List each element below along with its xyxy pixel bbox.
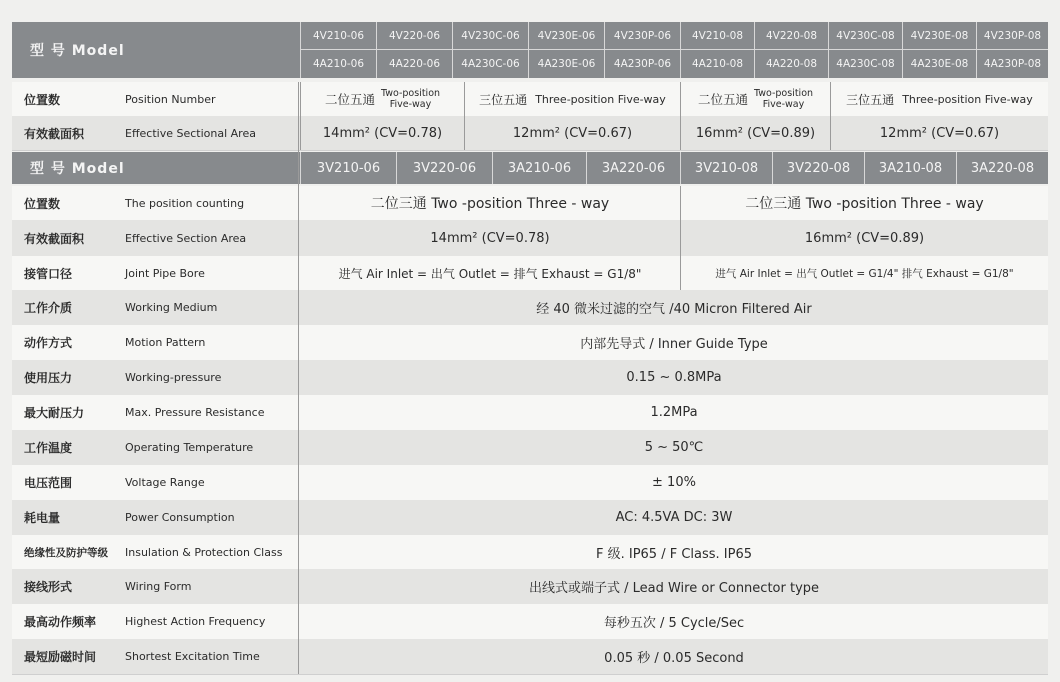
value-en-line: Two-position <box>380 88 441 99</box>
row-label-en: Position Number <box>125 92 216 106</box>
model-cell: 4A220-08 <box>754 50 828 78</box>
row-value: 1.2MPa <box>650 405 698 420</box>
spec-row-wiring-form <box>12 569 1048 605</box>
row-label-en: Insulation & Protection Class <box>125 545 283 559</box>
spec-row-operating-temperature <box>12 430 1048 466</box>
value-zh: 二位五通 <box>324 92 375 107</box>
value-en-line: Two-position <box>753 88 814 99</box>
row-label-zh: 耗电量 <box>24 511 61 525</box>
row-value <box>830 82 1048 116</box>
model-cell: 4V220-08 <box>754 22 828 50</box>
row-label-zh: 绝缘性及防护等级 <box>24 546 108 559</box>
spec-row-position-number <box>12 82 1048 117</box>
row-label-en: Wiring Form <box>125 580 192 593</box>
value-zh: 三位五通 <box>479 92 528 107</box>
row-label-zh: 接管口径 <box>24 266 73 281</box>
model-cell: 3A210-06 <box>492 152 586 184</box>
row-label-zh: 最大耐压力 <box>24 406 85 420</box>
model-cell: 4A210-06 <box>300 50 376 78</box>
model-cell: 4A230P-06 <box>604 50 680 78</box>
row-label-en: Motion Pattern <box>125 336 206 349</box>
row-label-zh: 有效截面积 <box>24 126 85 141</box>
spec-row-max-pressure <box>12 395 1048 431</box>
model-header-label: 型 号 Model <box>30 43 125 59</box>
model-cell: 4V210-08 <box>680 22 754 50</box>
model-header-label: 型 号 Model <box>30 161 125 177</box>
row-label-en: Joint Pipe Bore <box>125 266 205 280</box>
row-label-en: The position counting <box>125 196 245 210</box>
model-cell: 4V230C-06 <box>452 22 528 50</box>
spec-row-working-medium <box>12 290 1048 326</box>
row-value: 进气 Air Inlet = 出气 Outlet = 排气 Exhaust = G1/8" <box>338 266 642 281</box>
spec-row-excitation-time <box>12 639 1048 675</box>
row-label-en: Effective Sectional Area <box>125 126 256 140</box>
row-value: 14mm² (CV=0.78) <box>300 116 464 150</box>
row-label-zh: 接线形式 <box>24 580 73 594</box>
row-label-zh: 最短励磁时间 <box>24 650 97 664</box>
value-en: Three-position Five-way <box>902 92 1033 106</box>
model-cell: 3V220-08 <box>772 152 864 184</box>
model-cell: 4A220-06 <box>376 50 452 78</box>
spec-row-sectional-area <box>12 116 1048 151</box>
row-label-en: Effective Section Area <box>125 231 247 245</box>
row-label-zh: 工作温度 <box>24 441 73 455</box>
row-value: 进气 Air Inlet = 出气 Outlet = G1/4" 排气 Exhaust = G1/8" <box>680 256 1048 290</box>
model-header-1 <box>12 22 1048 78</box>
value-en-line: Five-way <box>389 99 432 110</box>
model-cell: 3V220-06 <box>396 152 492 184</box>
row-value: 12mm² (CV=0.67) <box>830 116 1048 150</box>
row-value: 内部先导式 / Inner Guide Type <box>580 337 768 352</box>
row-value: 5 ~ 50℃ <box>644 440 704 455</box>
row-value <box>300 82 464 116</box>
row-value: F 级. IP65 / F Class. IP65 <box>595 546 753 562</box>
row-value: 16mm² (CV=0.89) <box>680 220 1048 256</box>
column-divider <box>298 82 299 674</box>
spec-row-pipe-bore <box>12 256 1048 291</box>
row-label-zh: 工作介质 <box>24 301 73 315</box>
row-label-zh: 位置数 <box>24 92 61 107</box>
value-zh: 二位五通 <box>697 92 748 107</box>
value-en <box>381 88 440 110</box>
row-label-en: Power Consumption <box>125 511 235 524</box>
value-zh: 三位五通 <box>846 92 895 107</box>
model-cell: 4V230E-06 <box>528 22 604 50</box>
model-cell: 4V230P-08 <box>976 22 1048 50</box>
row-label-en: Operating Temperature <box>125 441 254 454</box>
model-header-2 <box>12 152 1048 184</box>
row-label-en: Working Medium <box>125 301 218 314</box>
model-cell: 4A230C-08 <box>828 50 902 78</box>
row-label-zh: 使用压力 <box>24 371 73 385</box>
model-cell: 4V210-06 <box>300 22 376 50</box>
model-cell: 4A230P-08 <box>976 50 1048 78</box>
row-value <box>464 82 680 116</box>
model-cell: 3V210-06 <box>300 152 396 184</box>
row-value: ± 10% <box>652 475 696 490</box>
row-label-en: Working-pressure <box>125 371 222 384</box>
spec-row-working-pressure <box>12 360 1048 396</box>
model-cell: 4A230E-06 <box>528 50 604 78</box>
row-value: 二位三通 Two -position Three - way <box>680 186 1048 220</box>
row-label-zh: 最高动作频率 <box>24 615 97 629</box>
model-cell: 3A210-08 <box>864 152 956 184</box>
model-cell: 3A220-06 <box>586 152 680 184</box>
row-value: 二位三通 Two -position Three - way <box>370 196 610 212</box>
row-value: 16mm² (CV=0.89) <box>680 116 830 150</box>
spec-row-power-consumption <box>12 500 1048 536</box>
value-en <box>754 88 813 110</box>
row-label-zh: 有效截面积 <box>24 231 85 246</box>
row-value: 出线式或端子式 / Lead Wire or Connector type <box>528 581 820 596</box>
spec-row-voltage-range <box>12 465 1048 501</box>
model-cell: 4A230E-08 <box>902 50 976 78</box>
row-label-zh: 电压范围 <box>24 476 73 490</box>
model-cell: 4A210-08 <box>680 50 754 78</box>
row-value: 0.05 秒 / 0.05 Second <box>604 651 744 666</box>
model-cell: 4V220-06 <box>376 22 452 50</box>
model-cell: 4V230E-08 <box>902 22 976 50</box>
spec-row-action-frequency <box>12 604 1048 640</box>
spec-row-section-area <box>12 220 1048 257</box>
spec-row-position-counting <box>12 186 1048 221</box>
model-cell: 3A220-08 <box>956 152 1048 184</box>
row-label-zh: 动作方式 <box>24 336 73 350</box>
model-cell: 4A230C-06 <box>452 50 528 78</box>
value-en: Three-position Five-way <box>535 92 666 106</box>
row-label-en: Highest Action Frequency <box>125 615 266 628</box>
spec-row-insulation-class <box>12 535 1048 570</box>
row-value: 14mm² (CV=0.78) <box>430 230 550 246</box>
row-value: AC: 4.5VA DC: 3W <box>615 510 733 525</box>
row-value: 0.15 ~ 0.8MPa <box>626 370 722 385</box>
row-value: 12mm² (CV=0.67) <box>464 116 680 150</box>
row-value: 每秒五次 / 5 Cycle/Sec <box>603 616 745 631</box>
model-cell: 4V230C-08 <box>828 22 902 50</box>
row-label-zh: 位置数 <box>24 196 61 211</box>
row-label-en: Max. Pressure Resistance <box>125 406 265 419</box>
spec-row-motion-pattern <box>12 325 1048 361</box>
value-en-line: Five-way <box>762 99 805 110</box>
row-value <box>680 82 830 116</box>
model-cell: 3V210-08 <box>680 152 772 184</box>
model-cell: 4V230P-06 <box>604 22 680 50</box>
row-value: 经 40 微米过滤的空气 /40 Micron Filtered Air <box>536 302 812 317</box>
row-label-en: Voltage Range <box>125 476 205 489</box>
row-label-en: Shortest Excitation Time <box>125 650 260 663</box>
